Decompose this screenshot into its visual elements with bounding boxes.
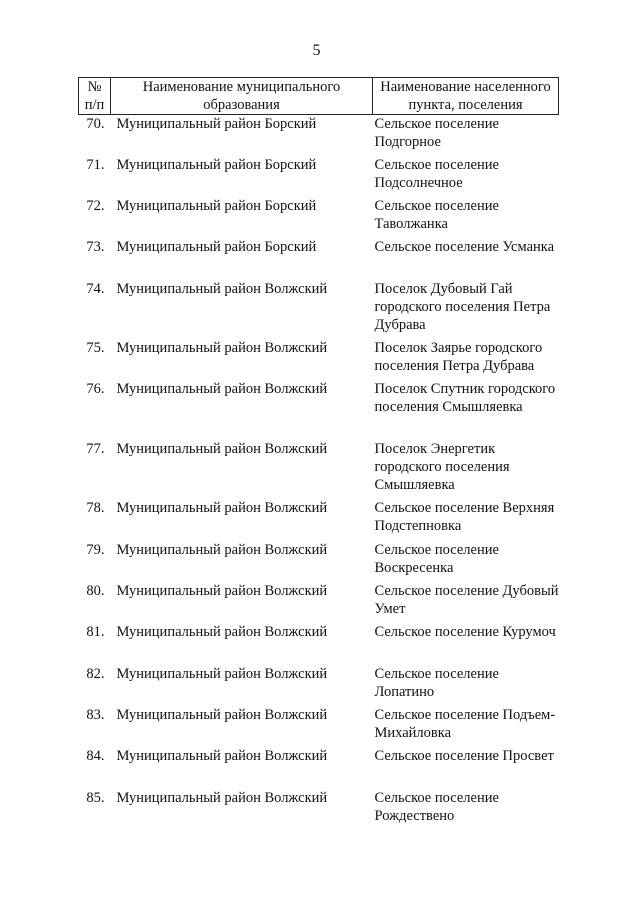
row-settlement: Сельское поселение Рождествено bbox=[374, 789, 499, 824]
table-row bbox=[79, 156, 559, 197]
table-row bbox=[79, 280, 559, 340]
row-number: 73. bbox=[86, 239, 105, 256]
row-number: 71. bbox=[86, 156, 105, 173]
row-municipality: Муниципальный район Борский bbox=[116, 239, 317, 256]
row-municipality: Муниципальный район Волжский bbox=[116, 340, 328, 357]
row-settlement: Поселок Дубовый Гай городского поселения Петра Дубрава bbox=[374, 280, 551, 333]
table-row bbox=[79, 197, 559, 238]
column-header-number: № п/п bbox=[79, 78, 111, 115]
row-municipality: Муниципальный район Волжский bbox=[116, 280, 328, 297]
row-settlement: Сельское поселение Усманка bbox=[374, 239, 555, 256]
row-settlement: Сельское поселение Таволжанка bbox=[374, 198, 499, 233]
row-number: 72. bbox=[86, 198, 105, 215]
row-settlement: Сельское поселение Дубовый Умет bbox=[374, 583, 559, 618]
table-row bbox=[79, 706, 559, 747]
row-number: 85. bbox=[86, 789, 105, 806]
table-header-row bbox=[79, 78, 559, 115]
row-municipality: Муниципальный район Волжский bbox=[116, 789, 328, 806]
table-row bbox=[79, 623, 559, 664]
table-row bbox=[79, 747, 559, 788]
table-row bbox=[79, 499, 559, 540]
row-municipality: Муниципальный район Волжский bbox=[116, 381, 328, 398]
row-settlement: Поселок Спутник городского поселения Смышляевка bbox=[374, 381, 556, 416]
row-municipality: Муниципальный район Борский bbox=[116, 116, 317, 132]
row-municipality: Муниципальный район Волжский bbox=[116, 500, 328, 517]
row-number: 81. bbox=[86, 624, 105, 641]
row-number: 70. bbox=[86, 116, 105, 132]
row-number: 79. bbox=[86, 541, 105, 558]
table-row bbox=[79, 665, 559, 706]
row-municipality: Муниципальный район Волжский bbox=[116, 706, 328, 723]
row-municipality: Муниципальный район Волжский bbox=[116, 624, 328, 641]
table-row bbox=[79, 789, 559, 830]
row-number: 77. bbox=[86, 440, 105, 457]
row-municipality: Муниципальный район Борский bbox=[116, 156, 317, 173]
row-settlement: Сельское поселение Лопатино bbox=[374, 665, 499, 700]
row-number: 75. bbox=[86, 340, 105, 357]
row-municipality: Муниципальный район Волжский bbox=[116, 748, 328, 765]
row-number: 74. bbox=[86, 280, 105, 297]
row-settlement: Сельское поселение Подъем-Михайловка bbox=[374, 706, 556, 741]
row-municipality: Муниципальный район Волжский bbox=[116, 583, 328, 600]
row-settlement: Сельское поселение Подгорное bbox=[374, 116, 499, 150]
row-municipality: Муниципальный район Волжский bbox=[116, 541, 328, 558]
row-number: 82. bbox=[86, 665, 105, 682]
row-municipality: Муниципальный район Борский bbox=[116, 198, 317, 215]
row-settlement: Сельское поселение Воскресенка bbox=[374, 541, 499, 576]
column-header-municipality: Наименование муниципального образования bbox=[111, 78, 373, 115]
row-settlement: Поселок Энергетик городского поселения Смышляевка bbox=[374, 440, 510, 493]
row-number: 76. bbox=[86, 381, 105, 398]
row-settlement: Сельское поселение Верхняя Подстепновка bbox=[374, 500, 555, 535]
row-settlement: Сельское поселение Подсолнечное bbox=[374, 156, 499, 191]
row-settlement: Сельское поселение Просвет bbox=[374, 748, 554, 765]
row-number: 80. bbox=[86, 583, 105, 600]
row-number: 84. bbox=[86, 748, 105, 765]
row-number: 78. bbox=[86, 500, 105, 517]
row-municipality: Муниципальный район Волжский bbox=[116, 665, 328, 682]
table-row bbox=[79, 115, 559, 156]
page-number: 5 bbox=[312, 42, 321, 59]
column-header-settlement: Наименование населенного пункта, поселения bbox=[373, 78, 559, 115]
row-settlement: Сельское поселение Курумоч bbox=[374, 624, 556, 641]
table-row bbox=[79, 380, 559, 440]
settlements-table bbox=[78, 77, 559, 830]
row-municipality: Муниципальный район Волжский bbox=[116, 440, 328, 457]
table-row bbox=[79, 339, 559, 380]
table-row bbox=[79, 238, 559, 279]
table-row bbox=[79, 582, 559, 623]
table-row bbox=[79, 440, 559, 500]
row-settlement: Поселок Заярье городского поселения Петра Дубрава bbox=[374, 340, 543, 375]
table-row bbox=[79, 541, 559, 582]
row-number: 83. bbox=[86, 706, 105, 723]
